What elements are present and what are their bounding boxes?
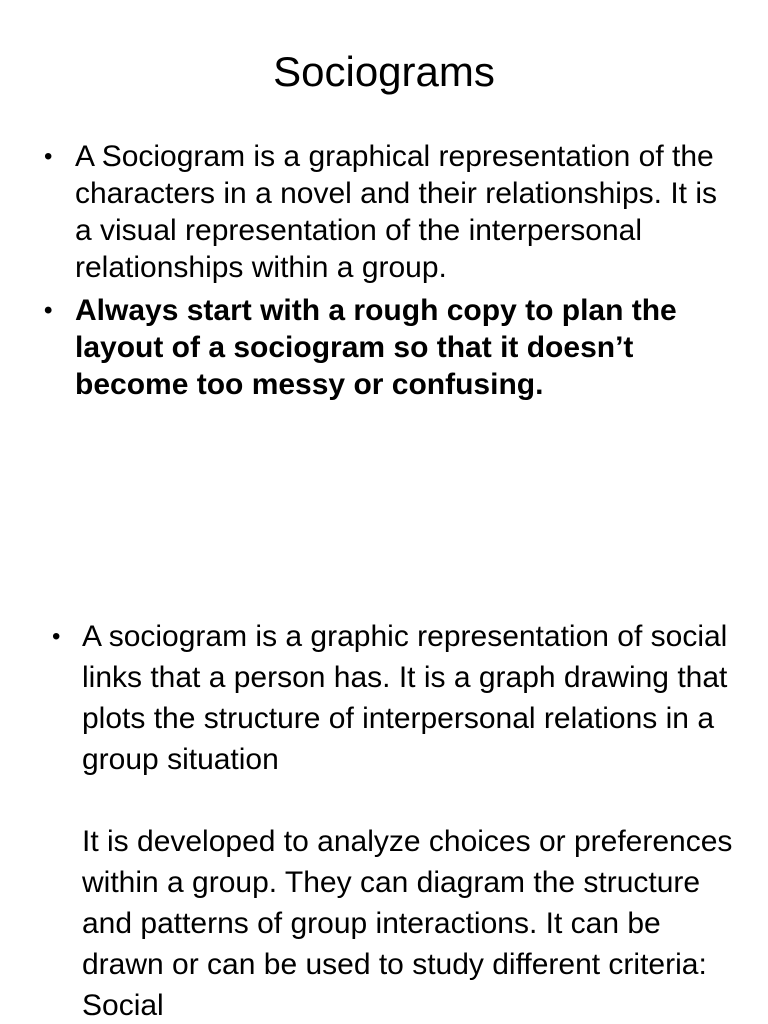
bullet-marker: • <box>44 143 53 170</box>
bullet-marker: • <box>52 623 61 650</box>
top-bullet-list <box>44 138 724 409</box>
explanation-paragraph-2: It is developed to analyze choices or preferences within a group. They can diagram the structure and patterns of group interactions. It can be drawn or can be used to study different criteria: Social <box>82 825 733 1022</box>
bottom-bullet-list <box>52 616 742 1024</box>
bullet-text: Always start with a rough copy to plan the layout of a sociogram so that it doesn’t become too messy or confusing. <box>75 294 677 401</box>
bullet-sociogram-explanation <box>52 616 742 1024</box>
bullet-definition <box>44 138 724 286</box>
explanation-paragraph-1: A sociogram is a graphic representation of social links that a person has. It is a graph drawing that plots the structure of interpersonal relations in a group situation <box>82 620 728 776</box>
bullet-advice <box>44 292 724 403</box>
page-title: Sociograms <box>273 48 495 95</box>
bullet-marker: • <box>44 297 53 324</box>
bullet-text: A Sociogram is a graphical representation of the characters in a novel and their relationships. It is a visual representation of the interpersonal relationships within a group. <box>75 140 717 284</box>
